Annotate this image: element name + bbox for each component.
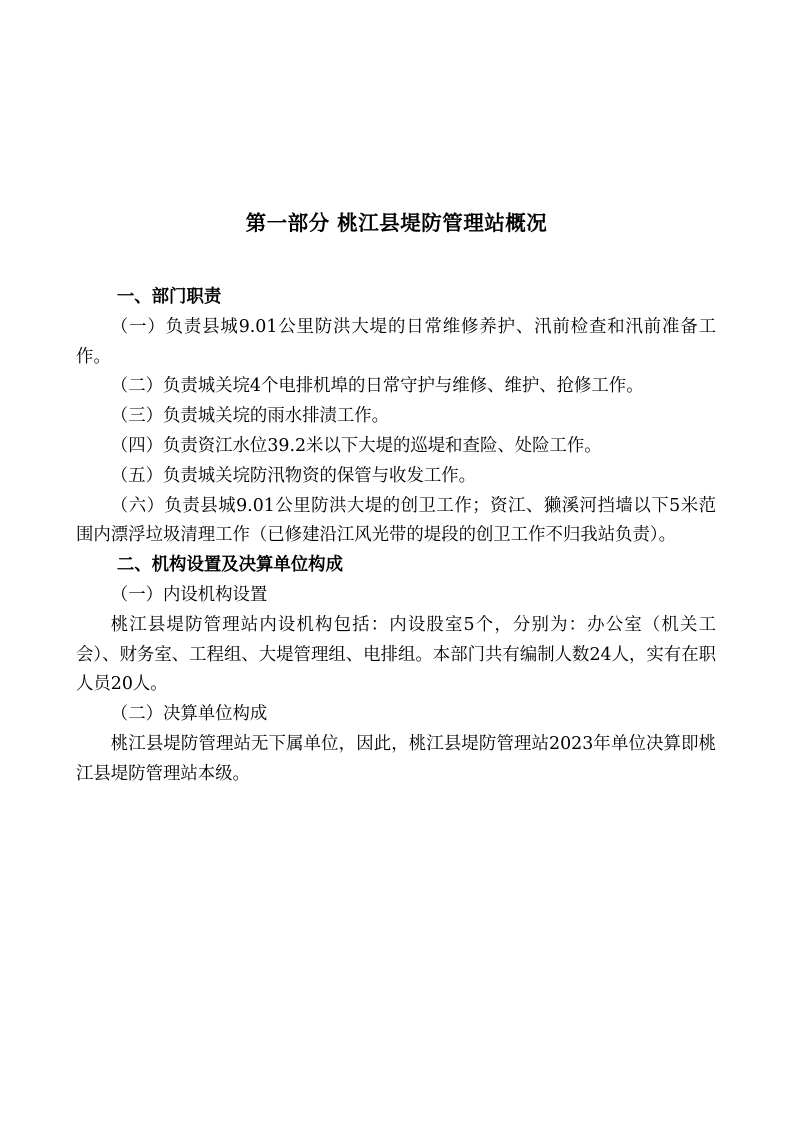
- section-heading-duties: 一、部门职责: [116, 287, 222, 307]
- subsection-heading-accounting-unit: （二）决算单位构成: [110, 704, 268, 725]
- duty-item: （六）负责县城9.01公里防洪大堤的创卫工作；资江、獭溪河挡墙以下5米范围内漂浮垃圾清理工作（已修建沿江风光带的堤段的创卫工作不归我站负责）。: [76, 495, 716, 546]
- internal-structure-paragraph: 桃江县堤防管理站内设机构包括：内设股室5个，分别为：办公室（机关工会）、财务室、工程组、大堤管理组、电排组。本部门共有编制人数24人，实有在职人员20人。: [76, 614, 716, 695]
- duty-item: （五）负责城关垸防汛物资的保管与收发工作。: [110, 465, 477, 486]
- accounting-unit-paragraph: 桃江县堤防管理站无下属单位，因此，桃江县堤防管理站2023年单位决算即桃江县堤防管理站本级。: [76, 733, 716, 784]
- section-heading-organization: 二、机构设置及决算单位构成: [116, 555, 343, 576]
- duty-item: （二）负责城关垸4个电排机埠的日常守护与维修、维护、抢修工作。: [110, 376, 644, 397]
- duty-item: （三）负责城关垸的雨水排渍工作。: [110, 406, 390, 427]
- subsection-heading-internal-structure: （一）内设机构设置: [110, 584, 268, 605]
- document-body: [76, 283, 716, 790]
- document-title: 第一部分 桃江县堤防管理站概况: [245, 211, 548, 235]
- duty-item: （四）负责资江水位39.2米以下大堤的巡堤和查险、处险工作。: [110, 435, 602, 456]
- duty-item: （一）负责县城9.01公里防洪大堤的日常维修养护、汛前检查和汛前准备工作。: [76, 316, 716, 367]
